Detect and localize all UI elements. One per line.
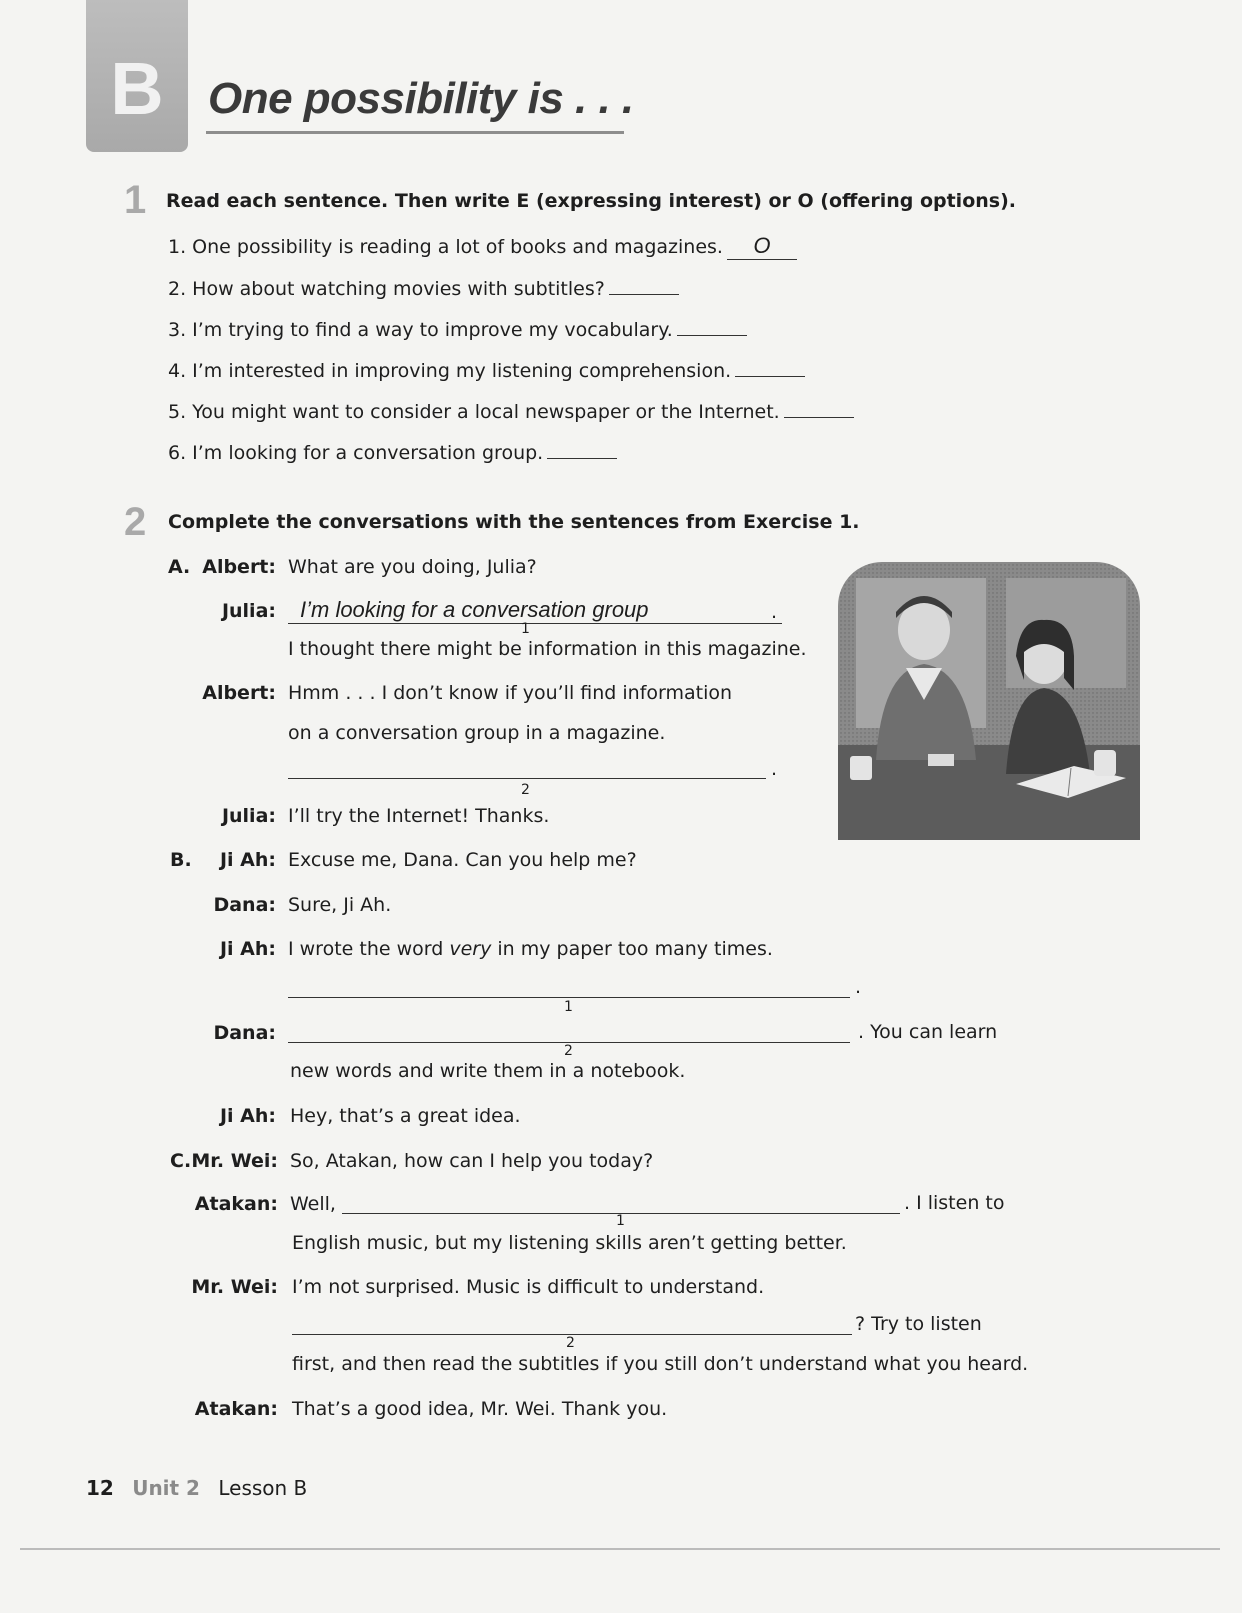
exercise-1-instruction: Read each sentence. Then write E (expressing interest) or O (offering options). [166, 190, 1016, 212]
blank-number: 2 [566, 1335, 575, 1351]
speaker-albert: Albert: [202, 682, 276, 704]
mr-wei-line-2-cont: first, and then read the subtitles if you still don’t understand what you heard. [292, 1353, 1029, 1375]
mr-wei-line-2-after: ? Try to listen [855, 1313, 982, 1335]
period: . [771, 601, 778, 623]
dana-line-1: Sure, Ji Ah. [288, 894, 392, 916]
page-footer [86, 1476, 307, 1500]
ex1-item-2: 2. How about watching movies with subtitles? [168, 274, 679, 300]
albert-line-2b: on a conversation group in a magazine. [288, 722, 666, 744]
ji-ah-answer-line[interactable] [288, 997, 850, 998]
ex1-answer-3[interactable] [677, 315, 747, 336]
page-bottom-rule [20, 1548, 1220, 1550]
blank-number: 2 [521, 782, 530, 798]
ex1-item-3: 3. I’m trying to find a way to improve my vocabulary. [168, 315, 747, 341]
atakan-line-1-pre: Well, [290, 1193, 336, 1215]
atakan-line-2: That’s a good idea, Mr. Wei. Thank you. [292, 1398, 668, 1420]
atakan-line-1-cont: English music, but my listening skills aren’t getting better. [292, 1232, 847, 1254]
exercise-2-instruction: Complete the conversations with the sentences from Exercise 1. [168, 511, 860, 533]
ex1-item-4: 4. I’m interested in improving my listening comprehension. [168, 356, 805, 382]
ex1-answer-6[interactable] [547, 438, 617, 459]
ex1-answer-5[interactable] [784, 397, 854, 418]
exercise-1-number: 1 [124, 178, 147, 222]
unit-label: Unit 2 [132, 1476, 200, 1500]
page-number: 12 [86, 1476, 114, 1500]
conversation-a-label: A. [168, 556, 191, 578]
blank-number: 2 [564, 1043, 573, 1059]
bleed-through-text [700, 118, 706, 139]
speaker-ji-ah: Ji Ah: [219, 938, 276, 960]
ji-ah-line-3: Hey, that’s a great idea. [290, 1105, 521, 1127]
lesson-label: Lesson B [218, 1476, 308, 1500]
julia-line-1-cont: I thought there might be information in this magazine. [288, 638, 807, 660]
albert-line-2a: Hmm . . . I don’t know if you’ll find information [288, 682, 733, 704]
julia-filled-answer: I’m looking for a conversation group [300, 597, 649, 622]
ex1-item-6: 6. I’m looking for a conversation group. [168, 438, 617, 464]
conversation-b-label: B. [170, 849, 192, 871]
ex1-answer-2[interactable] [609, 274, 679, 295]
blank-number: 1 [564, 999, 573, 1015]
speaker-albert: Albert: [202, 556, 276, 578]
speaker-atakan: Atakan: [194, 1193, 278, 1215]
speaker-atakan: Atakan: [194, 1398, 278, 1420]
speaker-mr-wei: Mr. Wei: [191, 1276, 278, 1298]
speaker-ji-ah: Ji Ah: [219, 849, 276, 871]
julia-answer-line-1[interactable] [288, 623, 782, 624]
speaker-dana: Dana: [213, 1022, 276, 1044]
page-title: One possibility is . . . [208, 74, 634, 123]
blank-number: 1 [616, 1213, 625, 1229]
conversation-illustration [836, 560, 1142, 842]
speaker-julia: Julia: [221, 600, 276, 622]
speaker-ji-ah: Ji Ah: [219, 1105, 276, 1127]
section-letter: B [110, 47, 164, 130]
ji-ah-line-1: Excuse me, Dana. Can you help me? [288, 849, 637, 871]
ex1-item-1: 1. One possibility is reading a lot of books and magazines. O [168, 233, 797, 260]
period: . [855, 976, 862, 998]
mr-wei-line-1: So, Atakan, how can I help you today? [290, 1150, 654, 1172]
albert-answer-line-2[interactable] [288, 778, 766, 779]
dana-line-2-after: . You can learn [858, 1021, 998, 1043]
atakan-line-1-post: . I listen to [904, 1192, 1005, 1214]
exercise-2-number: 2 [124, 500, 147, 544]
period: . [771, 758, 778, 780]
dana-line-2-cont: new words and write them in a notebook. [290, 1060, 686, 1082]
speaker-mr-wei: Mr. Wei: [191, 1150, 278, 1172]
ji-ah-line-2: I wrote the word very in my paper too many times. [288, 938, 773, 960]
ex1-answer-4[interactable] [735, 356, 805, 377]
blank-number: 1 [521, 621, 530, 637]
speaker-dana: Dana: [213, 894, 276, 916]
mr-wei-line-2: I’m not surprised. Music is difficult to understand. [292, 1276, 765, 1298]
ex1-item-5: 5. You might want to consider a local newspaper or the Internet. [168, 397, 854, 423]
julia-line-2: I’ll try the Internet! Thanks. [288, 805, 550, 827]
ex1-answer-1[interactable]: O [727, 233, 797, 260]
speaker-julia: Julia: [221, 805, 276, 827]
section-letter-badge [86, 0, 188, 152]
conversation-c-label: C. [170, 1150, 192, 1172]
title-underline [206, 131, 624, 134]
albert-line-1: What are you doing, Julia? [288, 556, 537, 578]
